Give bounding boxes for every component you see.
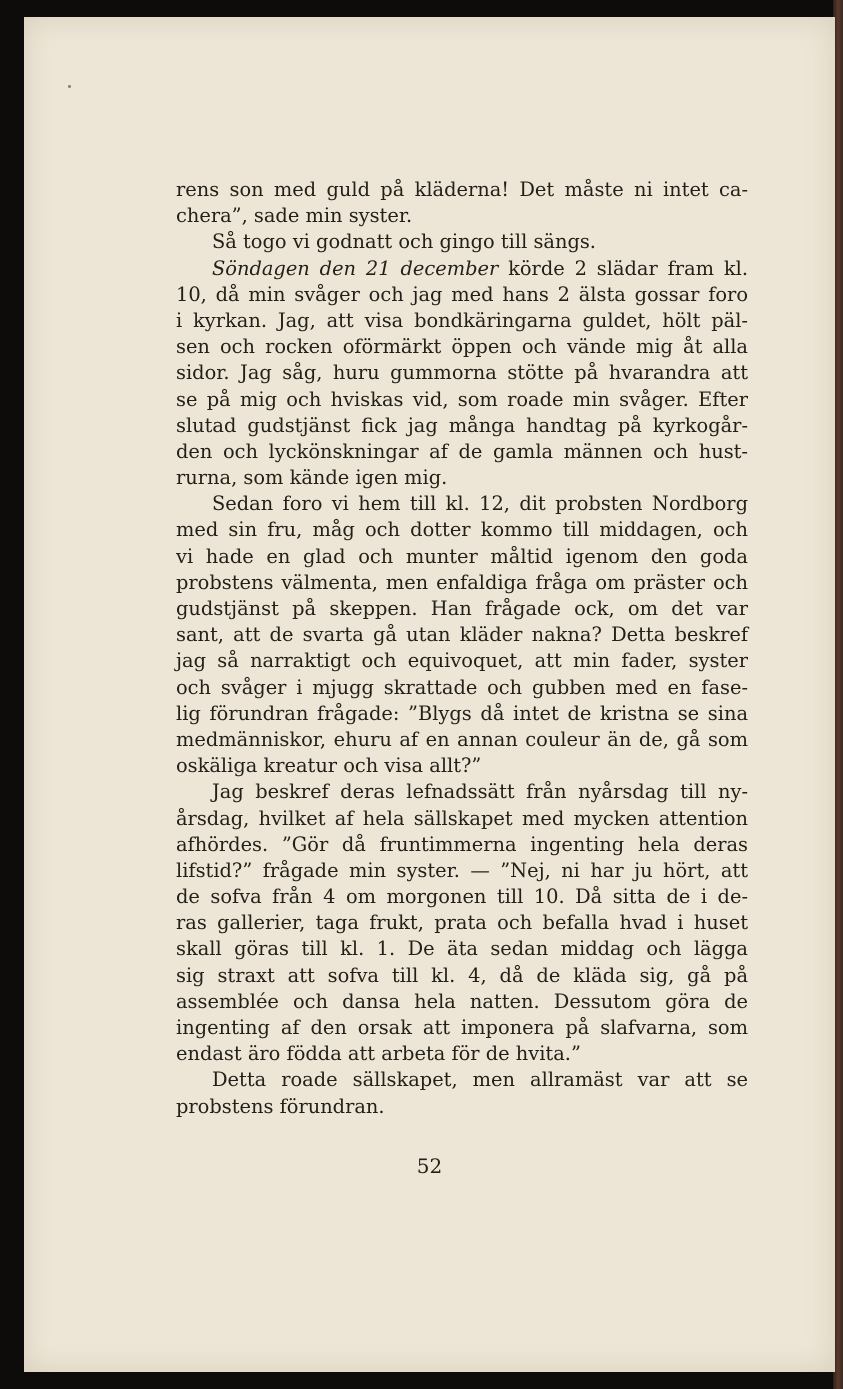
body-text bbox=[176, 177, 748, 1120]
line-text: ingenting af den orsak att imponera på slafvarna, som bbox=[176, 1016, 748, 1039]
page-sheet bbox=[24, 17, 835, 1372]
line-text: medmänniskor, ehuru af en annan couleur än de, gå som bbox=[176, 727, 748, 751]
line-text: probstens välmenta, men enfaldiga fråga om präster och bbox=[176, 570, 748, 594]
line-text: jag så narraktigt och equivoquet, att min fader, syster bbox=[176, 649, 748, 673]
paper-speck bbox=[68, 85, 71, 88]
page-number: 52 bbox=[416, 1154, 443, 1178]
text-line bbox=[176, 884, 748, 910]
line-text: assemblée och dansa hela natten. Dessutom göra de bbox=[176, 989, 748, 1013]
text-line bbox=[176, 334, 748, 360]
text-line bbox=[176, 806, 748, 832]
line-text: sidor. Jag såg, huru gummorna stötte på hvarandra att bbox=[176, 361, 748, 385]
line-text: lifstid?” frågade min syster. — ”Nej, ni har ju hört, att bbox=[176, 858, 748, 882]
text-line bbox=[176, 177, 748, 203]
text-line bbox=[176, 675, 748, 701]
text-line bbox=[176, 1041, 748, 1067]
line-text: rens son med guld på kläderna! Det måste ni intet ca- bbox=[176, 178, 748, 201]
line-text: i kyrkan. Jag, att visa bondkäringarna guldet, hölt päl- bbox=[176, 308, 748, 332]
text-line bbox=[176, 229, 748, 255]
line-text: med sin fru, måg och dotter kommo till middagen, och bbox=[176, 518, 748, 542]
line-text: Jag beskref deras lefnadssätt från nyårsdag till ny- bbox=[212, 780, 748, 804]
line-text: och svåger i mjugg skrattade och gubben med en fase- bbox=[176, 675, 748, 699]
text-line bbox=[176, 203, 748, 229]
text-line bbox=[176, 517, 748, 543]
line-text: chera”, sade min syster. bbox=[176, 204, 413, 228]
text-line bbox=[176, 544, 748, 570]
line-text: Sedan foro vi hem till kl. 12, dit probsten Nordborg bbox=[212, 492, 748, 516]
text-line bbox=[176, 648, 748, 674]
line-text: probstens förundran. bbox=[176, 1094, 385, 1118]
text-line bbox=[176, 570, 748, 596]
line-text: se på mig och hviskas vid, som roade min svåger. Efter bbox=[176, 387, 748, 411]
text-line bbox=[176, 1015, 748, 1041]
line-text: Detta roade sällskapet, men allramäst var att se bbox=[212, 1068, 748, 1092]
text-line bbox=[176, 701, 748, 727]
line-text: lig förundran frågade: ”Blygs då intet de kristna se sina bbox=[176, 701, 748, 725]
line-text: skall göras till kl. 1. De äta sedan middag och lägga bbox=[176, 937, 748, 961]
text-line bbox=[176, 779, 748, 805]
line-text: körde 2 slädar fram kl. bbox=[498, 256, 749, 280]
text-line bbox=[176, 256, 748, 282]
text-line bbox=[176, 858, 748, 884]
line-text: sant, att de svarta gå utan kläder nakna? Detta beskref bbox=[176, 623, 748, 647]
text-line bbox=[176, 910, 748, 936]
text-line bbox=[176, 387, 748, 413]
text-line bbox=[176, 308, 748, 334]
text-line bbox=[176, 963, 748, 989]
text-line bbox=[176, 360, 748, 386]
line-text: Så togo vi godnatt och gingo till sängs. bbox=[212, 230, 596, 254]
line-text: sen och rocken oförmärkt öppen och vände mig åt alla bbox=[176, 335, 748, 359]
italic-date: Söndagen den 21 december bbox=[212, 256, 499, 280]
line-text: gudstjänst på skeppen. Han frågade ock, om det var bbox=[176, 597, 748, 620]
text-line bbox=[176, 439, 748, 465]
line-text: den och lyckönskningar af de gamla männen och hust- bbox=[176, 439, 748, 463]
text-line bbox=[176, 413, 748, 439]
text-line bbox=[176, 936, 748, 962]
line-text: ras gallerier, taga frukt, prata och befalla hvad i huset bbox=[176, 911, 748, 935]
line-text: sig straxt att sofva till kl. 4, då de kläda sig, gå på bbox=[176, 963, 748, 987]
text-line bbox=[176, 727, 748, 753]
line-text: rurna, som kände igen mig. bbox=[176, 466, 448, 490]
line-text: de sofva från 4 om morgonen till 10. Då sitta de i de- bbox=[176, 885, 748, 909]
line-text: afhördes. ”Gör då fruntimmerna ingenting hela deras bbox=[176, 832, 748, 856]
text-line bbox=[176, 989, 748, 1015]
text-line bbox=[176, 465, 748, 491]
line-text: vi hade en glad och munter måltid igenom den goda bbox=[176, 544, 748, 568]
line-text: årsdag, hvilket af hela sällskapet med mycken attention bbox=[176, 806, 748, 830]
line-text: endast äro födda att arbeta för de hvita.” bbox=[176, 1042, 581, 1066]
text-line bbox=[176, 1094, 748, 1120]
text-line bbox=[176, 491, 748, 517]
text-line bbox=[176, 282, 748, 308]
text-line bbox=[176, 753, 748, 779]
text-line bbox=[176, 1067, 748, 1093]
text-line bbox=[176, 622, 748, 648]
line-text: oskäliga kreatur och visa allt?” bbox=[176, 754, 482, 778]
line-text: 10, då min svåger och jag med hans 2 älsta gossar foro bbox=[176, 282, 748, 306]
text-line bbox=[176, 832, 748, 858]
text-line bbox=[176, 596, 748, 622]
line-text: slutad gudstjänst fick jag många handtag på kyrkogår- bbox=[176, 413, 748, 437]
